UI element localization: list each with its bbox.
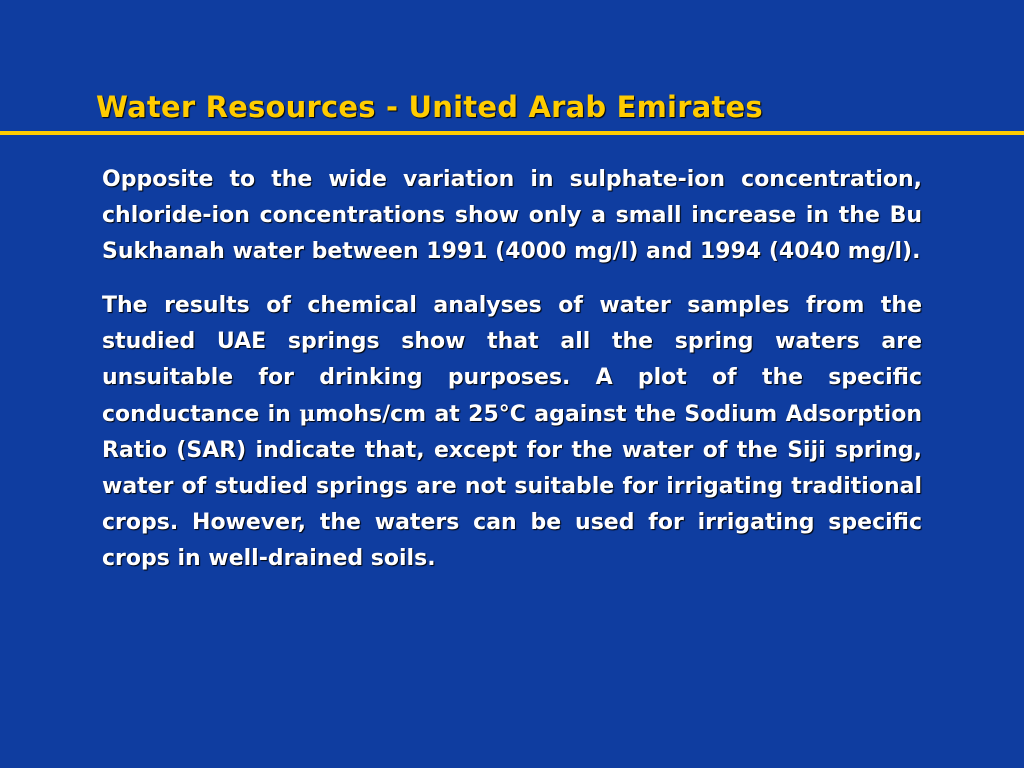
slide-title: Water Resources - United Arab Emirates: [96, 90, 763, 124]
paragraph-chloride: Opposite to the wide variation in sulphate-ion concentration, chloride-ion concentrations show only a small increase in the Bu Sukhanah water between 1991 (4000 mg/l) and 1994 (4040 mg/l).: [102, 167, 922, 264]
paragraph-spring-analysis: [102, 288, 922, 577]
title-divider: [0, 131, 1024, 135]
paragraph-text-after-unit: mohs/cm at 25°C against the Sodium Adsorption Ratio (SAR) indicate that, except for the water of the Siji spring, water of studied springs are not suitable for irrigating traditional crops. However, the waters can be used for irrigating specific crops in well-drained soils.: [102, 402, 922, 571]
slide-body: [102, 162, 922, 595]
micro-symbol: μ: [299, 401, 316, 427]
paragraph-text-before-unit: The results of chemical analyses of water samples from the studied UAE springs show that all the spring waters are unsuitable for drinking purposes. A plot of the specific conductance in: [102, 293, 922, 427]
